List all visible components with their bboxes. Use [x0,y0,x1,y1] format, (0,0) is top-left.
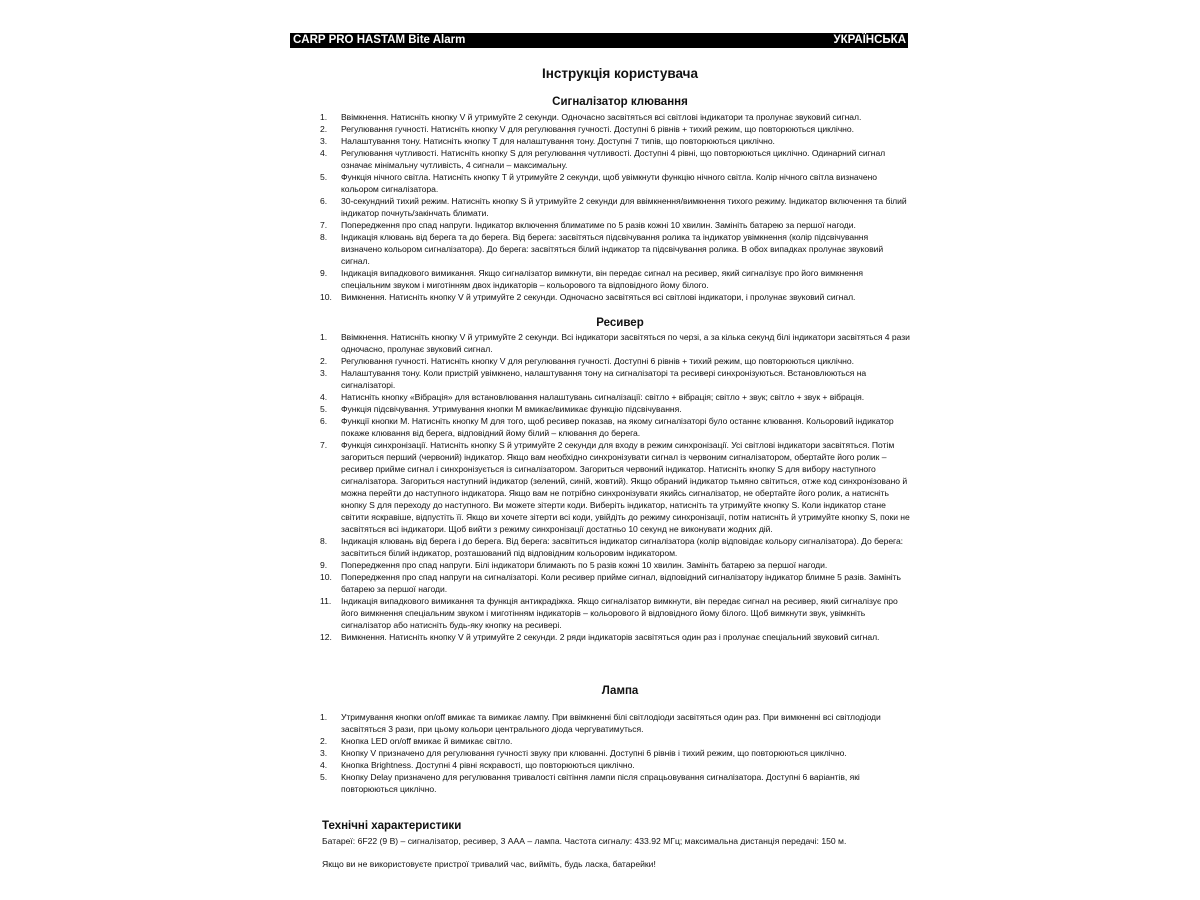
item-number: 8. [320,536,328,546]
language-label: УКРАЇНСЬКА [833,34,906,46]
item-text: Утримування кнопки on/off вмикає та вимикає лампу. При ввімкненні білі світлодіоди засвітяться один раз. При вимкненні всі світлодіоди засвітяться 3 рази, при цьому кольори центрального діода чергуватимуться. [341,712,881,734]
list-item [320,111,910,123]
lamp-list [320,711,910,795]
item-number: 3. [320,136,328,146]
item-text: Індикація клювань від берега і до берега. Від берега: засвітиться індикатор сигналізатора (колір відповідає кольору сигналізатора). До берега: засвітиться білий індикатор, розташований під відповідним кольоровим індикатором. [341,536,904,558]
list-item [320,231,910,267]
list-item [320,367,910,391]
item-number: 10. [320,292,332,302]
item-text: 30-секундний тихий режим. Натисніть кнопку S й утримуйте 2 секунди для ввімкнення/вимкнення тихого режиму. Індикатор включення та білий індикатор почнуть/закінчать блимати. [341,196,907,218]
list-item [320,267,910,291]
list-item [320,171,910,195]
item-number: 4. [320,760,328,770]
item-text: Вимкнення. Натисніть кнопку V й утримуйте 2 секунди. 2 ряди індикаторів засвітяться один раз і пролунає спеціальний звуковий сигнал. [341,632,880,642]
item-text: Регулювання гучності. Натисніть кнопку V для регулювання гучності. Доступні 6 рівнів + тихий режим, що повторюються циклічно. [341,124,854,134]
item-text: Функція нічного світла. Натисніть кнопку T й утримуйте 2 секунди, щоб увімкнути функцію нічного світла. Колір нічного світла визначено кольором сигналізатора. [341,172,878,194]
list-item [320,291,910,303]
item-text: Кнопку Delay призначено для регулювання тривалості світіння лампи після спрацьовування сигналізатора. Доступні 6 варіантів, які повторюються циклічно. [341,772,860,794]
bite-alarm-list [320,111,910,303]
list-item [320,747,910,759]
item-text: Регулювання чутливості. Натисніть кнопку S для регулювання чутливості. Доступні 4 рівні, що повторюються циклічно. Одинарний сигнал означає мінімальну чутливість, 4 сигнали – максимальну. [341,148,886,170]
item-text: Ввімкнення. Натисніть кнопку V й утримуйте 2 секунди. Одночасно засвітяться всі світлові індикатори та пролунає звуковий сигнал. [341,112,862,122]
item-number: 3. [320,748,328,758]
item-text: Ввімкнення. Натисніть кнопку V й утримуйте 2 секунди. Всі індикатори засвітяться по черзі, а за кілька секунд білі індикатори засвітяться 4 рази одночасно, пролунає звуковий сигнал. [341,332,910,354]
item-number: 4. [320,148,328,158]
list-item [320,415,910,439]
item-number: 6. [320,196,328,206]
item-number: 1. [320,712,328,722]
list-item [320,711,910,735]
item-text: Функції кнопки M. Натисніть кнопку M для того, щоб ресивер показав, на якому сигналізаторі було останнє клювання. Кольоровий індикатор покаже клювання від берега, відповідний йому білий – клювання до берега. [341,416,894,438]
list-item [320,735,910,747]
item-text: Налаштування тону. Натисніть кнопку T для налаштування тону. Доступні 7 типів, що повторюються циклічно. [341,136,775,146]
item-text: Попередження про спад напруги. Індикатор включення блиматиме по 5 разів кожні 10 хвилин. Замініть батарею за першої нагоди. [341,220,856,230]
page-title: Інструкція користувача [541,66,698,81]
item-number: 12. [320,632,332,642]
item-text: Попередження про спад напруги на сигналізаторі. Коли ресивер прийме сигнал, відповідний сигналізатору індикатор блимне 5 разів. Замініть батарею за першої нагоди. [341,572,901,594]
item-text: Регулювання гучності. Натисніть кнопку V для регулювання гучності. Доступні 6 рівнів + тихий режим, що повторюються циклічно. [341,356,854,366]
list-item [320,571,910,595]
list-item [320,535,910,559]
item-text: Функція підсвічування. Утримування кнопки M вмикає/вимикає функцію підсвічування. [341,404,682,414]
item-number: 5. [320,404,328,414]
item-number: 3. [320,368,328,378]
item-text: Натисніть кнопку «Вібрація» для встановлювання налаштувань сигналізації: світло + вібрація; світло + звук; світло + звук + вібрація. [341,392,865,402]
list-item [320,355,910,367]
item-number: 8. [320,232,328,242]
list-item [320,759,910,771]
item-number: 2. [320,736,328,746]
item-text: Індикація випадкового вимикання та функція антикрадіжка. Якщо сигналізатор вимкнути, він передає сигнал на ресивер, який сигналізує про його вимкнення спеціальним звуком і миготінням індикаторів – кольорового й відповідного йому білого. Щоб вимкнути звук, увімкніть сигналізатор або натисніть будь-яку кнопку на ресивері. [341,596,898,630]
item-number: 1. [320,332,328,342]
item-text: Функція синхронізації. Натисніть кнопку S й утримуйте 2 секунди для входу в режим синхронізації. Усі світлові індикатори засвітяться. Потім загориться перший (червоний) індикатор. Якщо вам необхідно синхронізувати сигнал із червоним сигналізатором, обертайте його ролик – ресивер прийме сигнал і синхронізується із сигналізатором. Загориться червоний індикатор. Натисніть кнопку S для вибору наступного сигналізатора. Загориться наступний індикатор (зелений, синій, жовтий). Якщо обраний індикатор тьмяно світиться, отже код синхронізовано й можна перейти до наступного індикатора. Якщо вам не потрібно синхронізувати якийсь сигналізатор, не обертайте його ролик, а натисніть кнопку S для переходу до наступного. Ви можете зітерти коди. Виберіть індикатор, натисніть та утримуйте кнопку S. Коли індикатор стане світити яскравіше, відпустіть її. Якщо ви хочете зітерти всі коди, увійдіть до режиму синхронізації, потім натисніть й утримуйте кнопку S, поки не засвітяться всі індикатори. Щоб вийти з режиму синхронізації достатньо 10 секунд не виконувати жодних дій. [341,440,910,534]
section-heading-lamp: Лампа [601,685,639,697]
item-text: Кнопка LED on/off вмикає й вимикає світло. [341,736,513,746]
item-number: 9. [320,268,328,278]
item-number: 1. [320,112,328,122]
list-item [320,331,910,355]
list-item [320,123,910,135]
list-item [320,439,910,535]
list-item [320,147,910,171]
item-number: 2. [320,124,328,134]
list-item [320,403,910,415]
section-heading-receiver: Ресивер [596,317,644,329]
item-number: 6. [320,416,328,426]
item-number: 2. [320,356,328,366]
item-number: 7. [320,440,328,450]
list-item [320,559,910,571]
item-number: 9. [320,560,328,570]
item-text: Індикація випадкового вимикання. Якщо сигналізатор вимкнути, він передає сигнал на ресивер, який сигналізує про його вимкнення спеціальним звуком і миготінням двох індикаторів – кольорового та відповідного йому білого. [341,268,863,290]
section-heading-bite-alarm: Сигналізатор клювання [552,96,688,108]
tech-specs-heading: Технічні характеристики [322,820,462,832]
header-bar [290,33,908,48]
item-text: Попередження про спад напруги. Білі індикатори блимають по 5 разів кожні 10 хвилин. Замініть батарею за першої нагоди. [341,560,828,570]
product-name: CARP PRO HASTAM Bite Alarm [293,34,466,46]
list-item [320,219,910,231]
receiver-list [320,331,910,643]
item-number: 10. [320,572,332,582]
list-item [320,391,910,403]
tech-specs-text: Батареї: 6F22 (9 В) – сигналізатор, ресивер, 3 ААА – лампа. Частота сигналу: 433.92 МГц; максимальна дистанція передачі: 150 м. [322,836,847,846]
list-item [320,631,910,643]
item-number: 5. [320,172,328,182]
item-text: Індикація клювань від берега та до берега. Від берега: засвітяться підсвічування ролика та індикатор увімкнення (колір підсвічування визначено кольором сигналізатора). До берега: засвітяться білий індикатор та підсвічування ролика. В обох випадках пролунає звуковий сигнал. [341,232,884,266]
item-text: Кнопку V призначено для регулювання гучності звуку при клюванні. Доступні 6 рівнів і тихий режим, що повторюються циклічно. [341,748,847,758]
battery-note: Якщо ви не використовуєте пристрої тривалий час, вийміть, будь ласка, батарейки! [322,859,656,869]
item-number: 4. [320,392,328,402]
item-number: 11. [320,596,332,606]
list-item [320,195,910,219]
item-number: 5. [320,772,328,782]
list-item [320,595,910,631]
item-text: Кнопка Brightness. Доступні 4 рівні яскравості, що повторюються циклічно. [341,760,635,770]
list-item [320,771,910,795]
list-item [320,135,910,147]
item-text: Вимкнення. Натисніть кнопку V й утримуйте 2 секунди. Одночасно засвітяться всі світлові індикатори, і пролунає звуковий сигнал. [341,292,856,302]
item-text: Налаштування тону. Коли пристрій увімкнено, налаштування тону на сигналізаторі та ресивері синхронізуються. Встановлюються на сигналізаторі. [341,368,867,390]
item-number: 7. [320,220,328,230]
